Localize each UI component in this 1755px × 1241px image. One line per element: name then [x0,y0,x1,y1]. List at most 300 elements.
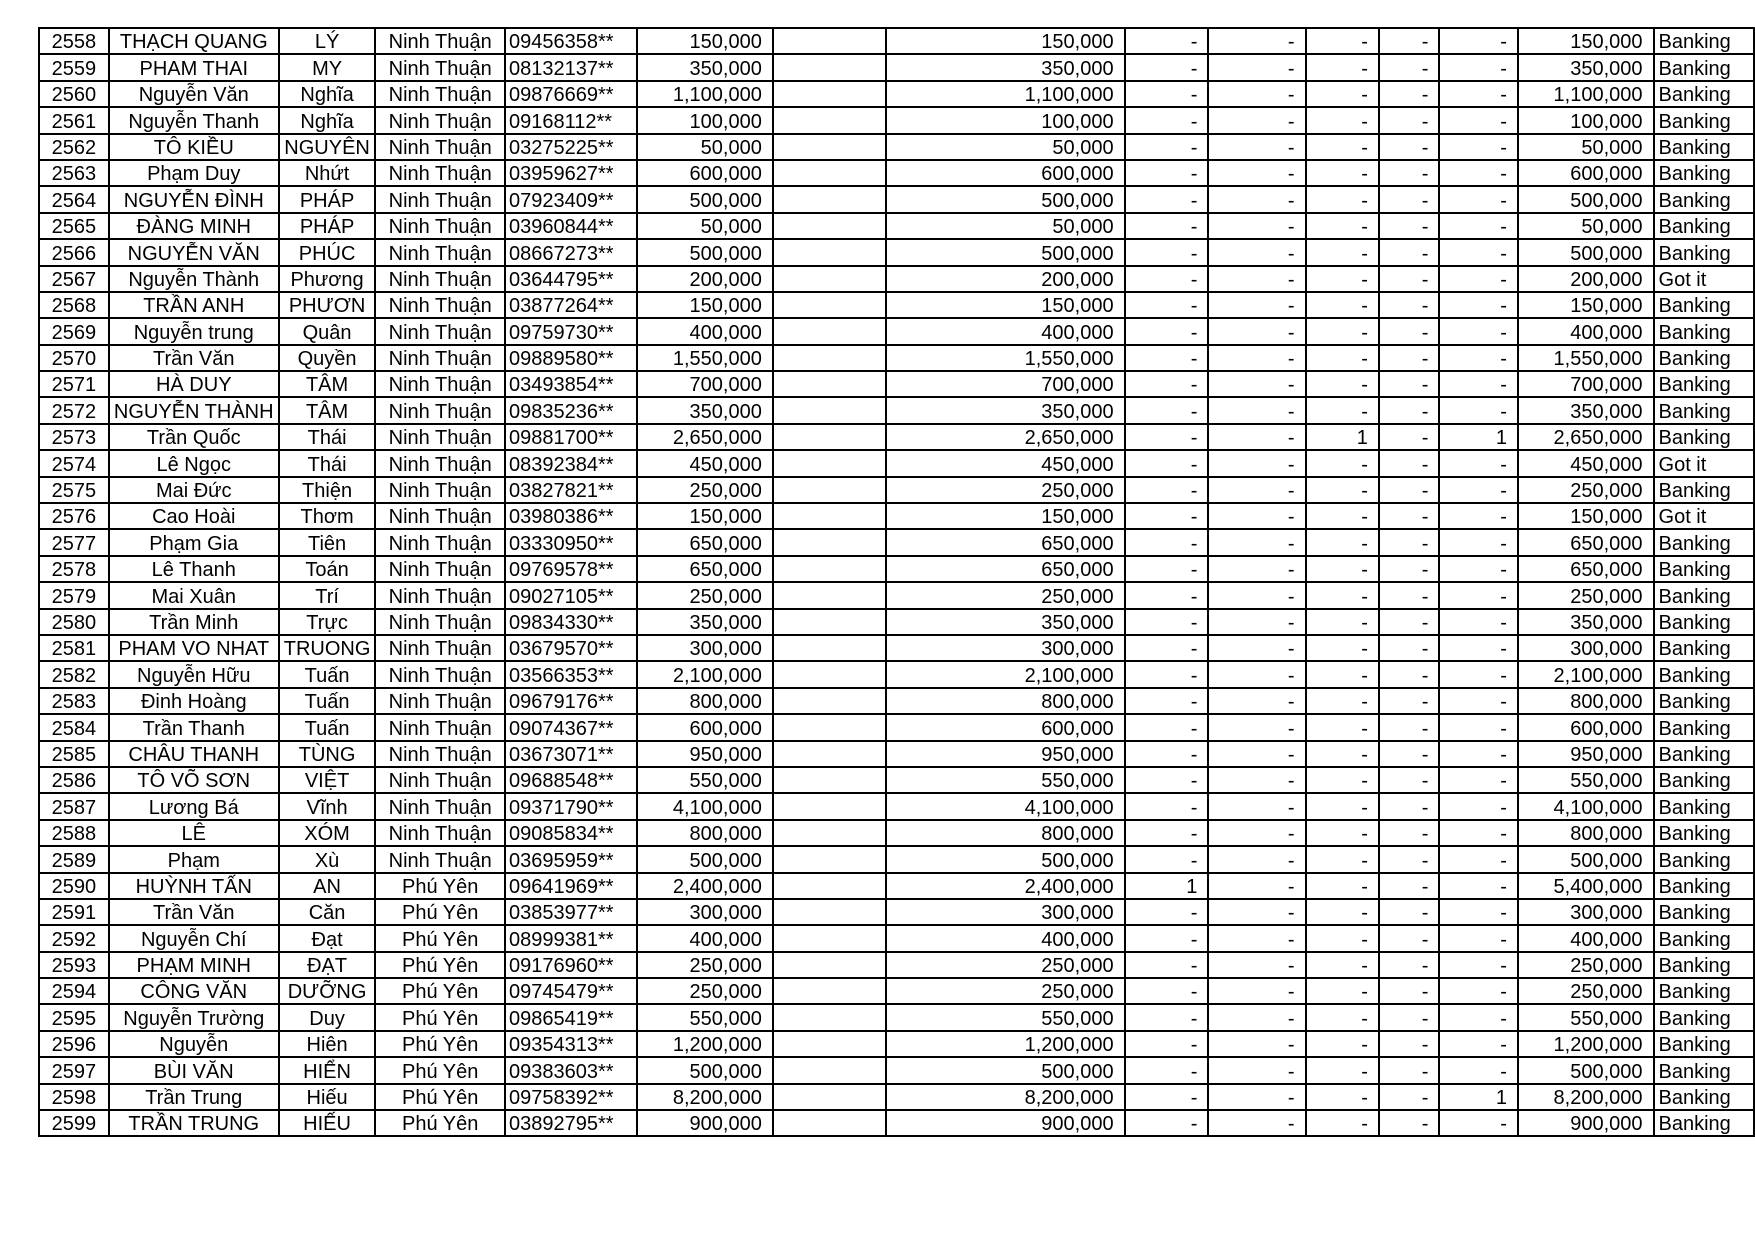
table-cell-c3: - [1306,820,1379,846]
table-cell-tinh: Phú Yên [375,1031,505,1057]
table-cell-c5: - [1439,186,1518,212]
table-cell-c3: - [1306,239,1379,265]
table-cell-stt: 2597 [39,1057,109,1083]
table-cell-stt: 2562 [39,134,109,160]
table-cell-blank [773,661,886,687]
table-cell-tinh: Ninh Thuận [375,397,505,423]
table-cell-so-tien: 200,000 [637,266,773,292]
table-cell-ho-dem: Phạm [109,846,279,872]
table-cell-hinh-thuc: Banking [1654,1057,1754,1083]
table-cell-c1: 1 [1125,873,1209,899]
table-cell-blank [773,767,886,793]
table-cell-tong: 650,000 [1518,529,1654,555]
table-cell-tinh: Ninh Thuận [375,292,505,318]
table-cell-c2: - [1208,160,1305,186]
table-cell-so-tien-2: 900,000 [886,1110,1125,1136]
table-cell-c2: - [1208,1084,1305,1110]
table-cell-c2: - [1208,661,1305,687]
table-cell-c2: - [1208,397,1305,423]
table-cell-c2: - [1208,213,1305,239]
table-cell-blank [773,952,886,978]
table-cell-so-tien: 600,000 [637,714,773,740]
table-cell-stt: 2574 [39,450,109,476]
table-cell-so-tien: 100,000 [637,107,773,133]
table-cell-stt: 2566 [39,239,109,265]
table-cell-tinh: Phú Yên [375,899,505,925]
table-cell-c2: - [1208,318,1305,344]
table-cell-blank [773,846,886,872]
table-cell-stt: 2568 [39,292,109,318]
table-cell-ten: TÂM [279,371,376,397]
table-cell-ten: Căn [279,899,376,925]
table-cell-c1: - [1125,160,1209,186]
table-cell-stt: 2599 [39,1110,109,1136]
table-cell-c3: - [1306,1084,1379,1110]
table-cell-tong: 650,000 [1518,556,1654,582]
table-cell-blank [773,1110,886,1136]
table-cell-hinh-thuc: Banking [1654,688,1754,714]
table-cell-blank [773,160,886,186]
table-cell-c2: - [1208,424,1305,450]
table-cell-so-tien: 1,550,000 [637,345,773,371]
table-cell-c4: - [1379,345,1440,371]
table-row [39,186,1754,212]
table-cell-hinh-thuc: Banking [1654,345,1754,371]
table-row [39,741,1754,767]
table-cell-stt: 2577 [39,529,109,555]
table-cell-tong: 250,000 [1518,978,1654,1004]
table-row [39,371,1754,397]
table-cell-ho-dem: CHÂU THANH [109,741,279,767]
table-cell-sdt: 03853977** [505,899,637,925]
table-cell-tinh: Ninh Thuận [375,793,505,819]
table-cell-c3: - [1306,371,1379,397]
table-cell-sdt: 09889580** [505,345,637,371]
table-cell-stt: 2558 [39,28,109,54]
table-row [39,28,1754,54]
table-cell-tinh: Ninh Thuận [375,371,505,397]
table-cell-c4: - [1379,925,1440,951]
table-cell-c3: - [1306,661,1379,687]
table-cell-c5: - [1439,397,1518,423]
table-row [39,714,1754,740]
table-cell-sdt: 09688548** [505,767,637,793]
table-cell-ho-dem: Nguyễn trung [109,318,279,344]
table-cell-hinh-thuc: Banking [1654,741,1754,767]
table-cell-c5: - [1439,1057,1518,1083]
table-cell-tinh: Ninh Thuận [375,661,505,687]
table-cell-c2: - [1208,846,1305,872]
table-cell-c2: - [1208,635,1305,661]
table-cell-c2: - [1208,688,1305,714]
table-cell-ten: TRUONG [279,635,376,661]
table-cell-c4: - [1379,688,1440,714]
table-cell-blank [773,81,886,107]
table-cell-sdt: 09769578** [505,556,637,582]
table-cell-ho-dem: LÊ [109,820,279,846]
table-cell-c1: - [1125,952,1209,978]
table-cell-hinh-thuc: Banking [1654,239,1754,265]
table-cell-hinh-thuc: Banking [1654,213,1754,239]
table-cell-ten: Nghĩa [279,107,376,133]
table-cell-c3: - [1306,28,1379,54]
table-cell-hinh-thuc: Banking [1654,1110,1754,1136]
table-cell-tinh: Ninh Thuận [375,688,505,714]
table-cell-c4: - [1379,1110,1440,1136]
table-cell-ten: Nghĩa [279,81,376,107]
table-cell-c5: - [1439,714,1518,740]
table-cell-tong: 1,550,000 [1518,345,1654,371]
table-cell-c4: - [1379,1084,1440,1110]
table-cell-c5: - [1439,477,1518,503]
table-cell-stt: 2578 [39,556,109,582]
table-cell-c1: - [1125,213,1209,239]
table-cell-hinh-thuc: Banking [1654,371,1754,397]
table-cell-stt: 2571 [39,371,109,397]
table-cell-tinh: Ninh Thuận [375,820,505,846]
table-cell-blank [773,477,886,503]
table-cell-so-tien: 1,200,000 [637,1031,773,1057]
table-row [39,213,1754,239]
table-cell-tinh: Ninh Thuận [375,160,505,186]
table-cell-c4: - [1379,609,1440,635]
table-row [39,1110,1754,1136]
table-row [39,318,1754,344]
table-cell-c1: - [1125,609,1209,635]
table-cell-c4: - [1379,28,1440,54]
table-cell-c5: - [1439,54,1518,80]
table-cell-sdt: 08667273** [505,239,637,265]
table-cell-sdt: 08999381** [505,925,637,951]
table-cell-c1: - [1125,661,1209,687]
table-cell-c5: - [1439,899,1518,925]
table-cell-ho-dem: Trần Trung [109,1084,279,1110]
table-cell-so-tien: 900,000 [637,1110,773,1136]
table-cell-hinh-thuc: Banking [1654,846,1754,872]
table-row [39,688,1754,714]
table-cell-ho-dem: Nguyễn Văn [109,81,279,107]
table-cell-c3: - [1306,345,1379,371]
table-cell-blank [773,1004,886,1030]
table-cell-c5: - [1439,609,1518,635]
table-cell-ten: AN [279,873,376,899]
table-cell-c1: - [1125,28,1209,54]
table-cell-stt: 2582 [39,661,109,687]
table-cell-tinh: Ninh Thuận [375,450,505,476]
table-cell-so-tien: 350,000 [637,54,773,80]
table-cell-c3: - [1306,1004,1379,1030]
table-cell-ho-dem: PHAM THAI [109,54,279,80]
table-cell-c2: - [1208,28,1305,54]
table-cell-sdt: 09745479** [505,978,637,1004]
table-cell-c3: - [1306,1110,1379,1136]
table-cell-blank [773,54,886,80]
table-row [39,767,1754,793]
table-cell-c5: - [1439,81,1518,107]
table-cell-so-tien-2: 150,000 [886,292,1125,318]
table-cell-sdt: 08132137** [505,54,637,80]
table-cell-c2: - [1208,582,1305,608]
table-cell-ten: Đạt [279,925,376,951]
table-cell-tong: 4,100,000 [1518,793,1654,819]
table-cell-hinh-thuc: Banking [1654,582,1754,608]
table-cell-c3: - [1306,186,1379,212]
table-cell-ho-dem: TÔ KIỀU [109,134,279,160]
table-cell-c2: - [1208,609,1305,635]
table-cell-sdt: 09354313** [505,1031,637,1057]
table-cell-c3: - [1306,609,1379,635]
table-cell-blank [773,688,886,714]
table-cell-so-tien-2: 4,100,000 [886,793,1125,819]
table-cell-c2: - [1208,1031,1305,1057]
table-cell-tinh: Ninh Thuận [375,186,505,212]
table-cell-ho-dem: Nguyễn [109,1031,279,1057]
table-cell-c2: - [1208,107,1305,133]
table-cell-c3: - [1306,529,1379,555]
table-cell-blank [773,450,886,476]
table-cell-so-tien: 250,000 [637,477,773,503]
table-cell-hinh-thuc: Banking [1654,397,1754,423]
table-cell-c1: - [1125,371,1209,397]
table-cell-c5: - [1439,952,1518,978]
table-cell-ten: Xù [279,846,376,872]
table-cell-sdt: 03275225** [505,134,637,160]
table-cell-c4: - [1379,1004,1440,1030]
table-cell-c5: - [1439,345,1518,371]
table-row [39,1031,1754,1057]
table-cell-so-tien-2: 500,000 [886,186,1125,212]
table-cell-hinh-thuc: Banking [1654,134,1754,160]
table-cell-so-tien-2: 2,650,000 [886,424,1125,450]
table-cell-stt: 2560 [39,81,109,107]
table-cell-so-tien-2: 400,000 [886,318,1125,344]
table-row [39,450,1754,476]
table-cell-so-tien-2: 2,100,000 [886,661,1125,687]
table-cell-c5: - [1439,134,1518,160]
table-cell-tinh: Ninh Thuận [375,345,505,371]
table-cell-c1: - [1125,54,1209,80]
table-cell-sdt: 09641969** [505,873,637,899]
table-cell-c3: 1 [1306,424,1379,450]
table-cell-sdt: 09865419** [505,1004,637,1030]
table-row [39,345,1754,371]
table-cell-c3: - [1306,767,1379,793]
table-cell-tong: 250,000 [1518,582,1654,608]
table-row [39,503,1754,529]
table-cell-blank [773,318,886,344]
table-cell-blank [773,371,886,397]
table-cell-sdt: 08392384** [505,450,637,476]
table-cell-ho-dem: ĐÀNG MINH [109,213,279,239]
table-cell-ho-dem: Nguyễn Hữu [109,661,279,687]
table-cell-c4: - [1379,556,1440,582]
table-cell-stt: 2581 [39,635,109,661]
table-cell-tong: 250,000 [1518,952,1654,978]
table-cell-so-tien-2: 700,000 [886,371,1125,397]
table-cell-c1: - [1125,318,1209,344]
table-cell-sdt: 03673071** [505,741,637,767]
table-cell-tinh: Ninh Thuận [375,635,505,661]
table-cell-so-tien-2: 250,000 [886,582,1125,608]
table-row [39,873,1754,899]
table-cell-stt: 2569 [39,318,109,344]
table-cell-tinh: Phú Yên [375,873,505,899]
table-cell-hinh-thuc: Banking [1654,292,1754,318]
table-cell-stt: 2567 [39,266,109,292]
table-cell-c1: - [1125,714,1209,740]
table-cell-sdt: 09371790** [505,793,637,819]
table-cell-tong: 500,000 [1518,239,1654,265]
table-cell-c2: - [1208,186,1305,212]
table-cell-hinh-thuc: Banking [1654,556,1754,582]
table-cell-tong: 200,000 [1518,266,1654,292]
table-cell-c4: - [1379,952,1440,978]
table-cell-blank [773,820,886,846]
table-row [39,978,1754,1004]
table-row [39,134,1754,160]
table-cell-so-tien: 700,000 [637,371,773,397]
table-cell-c4: - [1379,239,1440,265]
table-cell-sdt: 03644795** [505,266,637,292]
table-cell-ho-dem: NGUYỄN THÀNH [109,397,279,423]
table-cell-c2: - [1208,266,1305,292]
table-cell-blank [773,503,886,529]
table-cell-tong: 350,000 [1518,54,1654,80]
table-cell-c4: - [1379,820,1440,846]
table-cell-tinh: Ninh Thuận [375,239,505,265]
table-cell-c2: - [1208,345,1305,371]
table-cell-blank [773,582,886,608]
table-cell-c3: - [1306,793,1379,819]
table-cell-c4: - [1379,213,1440,239]
table-cell-sdt: 03960844** [505,213,637,239]
table-cell-tong: 800,000 [1518,688,1654,714]
table-cell-c2: - [1208,292,1305,318]
table-cell-so-tien: 1,100,000 [637,81,773,107]
table-cell-blank [773,186,886,212]
table-cell-c5: - [1439,292,1518,318]
table-cell-c4: - [1379,1031,1440,1057]
table-cell-so-tien-2: 450,000 [886,450,1125,476]
table-cell-hinh-thuc: Banking [1654,318,1754,344]
table-cell-hinh-thuc: Banking [1654,28,1754,54]
table-cell-c5: - [1439,978,1518,1004]
table-cell-ten: TÙNG [279,741,376,767]
table-cell-tinh: Ninh Thuận [375,846,505,872]
table-cell-ten: Thái [279,424,376,450]
table-cell-tong: 600,000 [1518,714,1654,740]
table-cell-so-tien-2: 500,000 [886,1057,1125,1083]
table-cell-c4: - [1379,186,1440,212]
table-cell-stt: 2570 [39,345,109,371]
table-cell-sdt: 09679176** [505,688,637,714]
table-cell-sdt: 03493854** [505,371,637,397]
table-cell-ten: Quyền [279,345,376,371]
table-cell-c1: - [1125,556,1209,582]
table-cell-c2: - [1208,899,1305,925]
table-cell-c4: - [1379,714,1440,740]
table-cell-ho-dem: Trần Thanh [109,714,279,740]
table-cell-sdt: 03877264** [505,292,637,318]
table-cell-c5: - [1439,556,1518,582]
table-cell-ho-dem: Đinh Hoàng [109,688,279,714]
table-cell-so-tien-2: 650,000 [886,529,1125,555]
table-cell-c5: - [1439,793,1518,819]
table-cell-c1: - [1125,477,1209,503]
table-cell-tinh: Phú Yên [375,1110,505,1136]
table-cell-stt: 2576 [39,503,109,529]
table-cell-so-tien-2: 500,000 [886,239,1125,265]
table-cell-c3: - [1306,741,1379,767]
table-cell-so-tien: 250,000 [637,978,773,1004]
table-cell-tong: 500,000 [1518,186,1654,212]
table-cell-c1: - [1125,793,1209,819]
table-cell-ten: TÂM [279,397,376,423]
table-cell-ten: Thái [279,450,376,476]
table-cell-so-tien-2: 150,000 [886,28,1125,54]
table-cell-so-tien-2: 800,000 [886,688,1125,714]
table-cell-so-tien: 650,000 [637,529,773,555]
table-cell-tong: 400,000 [1518,318,1654,344]
table-cell-c1: - [1125,266,1209,292]
table-cell-so-tien: 8,200,000 [637,1084,773,1110]
table-cell-c3: - [1306,477,1379,503]
table-cell-ho-dem: Trần Quốc [109,424,279,450]
table-cell-so-tien: 300,000 [637,899,773,925]
table-cell-c1: - [1125,450,1209,476]
table-cell-blank [773,266,886,292]
table-cell-tinh: Phú Yên [375,952,505,978]
table-row [39,846,1754,872]
table-cell-c4: - [1379,503,1440,529]
table-cell-c2: - [1208,793,1305,819]
table-cell-so-tien-2: 300,000 [886,635,1125,661]
table-cell-c2: - [1208,556,1305,582]
table-cell-sdt: 09383603** [505,1057,637,1083]
table-cell-stt: 2559 [39,54,109,80]
table-cell-so-tien: 500,000 [637,239,773,265]
table-cell-sdt: 09456358** [505,28,637,54]
table-cell-tinh: Ninh Thuận [375,134,505,160]
table-cell-c2: - [1208,239,1305,265]
table-cell-so-tien: 150,000 [637,28,773,54]
table-cell-c4: - [1379,318,1440,344]
table-cell-blank [773,345,886,371]
table-cell-c1: - [1125,741,1209,767]
table-cell-so-tien-2: 400,000 [886,925,1125,951]
table-cell-stt: 2588 [39,820,109,846]
table-cell-so-tien: 400,000 [637,925,773,951]
table-cell-so-tien-2: 350,000 [886,397,1125,423]
table-cell-so-tien: 600,000 [637,160,773,186]
table-cell-c5: - [1439,529,1518,555]
table-row [39,1057,1754,1083]
table-cell-ten: HIẾU [279,1110,376,1136]
table-cell-ho-dem: Trần Minh [109,609,279,635]
table-cell-ho-dem: Nguyễn Thành [109,266,279,292]
table-cell-blank [773,556,886,582]
table-cell-c3: - [1306,714,1379,740]
table-cell-ho-dem: THẠCH QUANG [109,28,279,54]
table-cell-c4: - [1379,54,1440,80]
table-cell-hinh-thuc: Banking [1654,1004,1754,1030]
table-cell-so-tien-2: 250,000 [886,477,1125,503]
table-row [39,160,1754,186]
table-cell-c3: - [1306,266,1379,292]
table-cell-so-tien-2: 650,000 [886,556,1125,582]
table-cell-c1: - [1125,978,1209,1004]
table-row [39,1084,1754,1110]
